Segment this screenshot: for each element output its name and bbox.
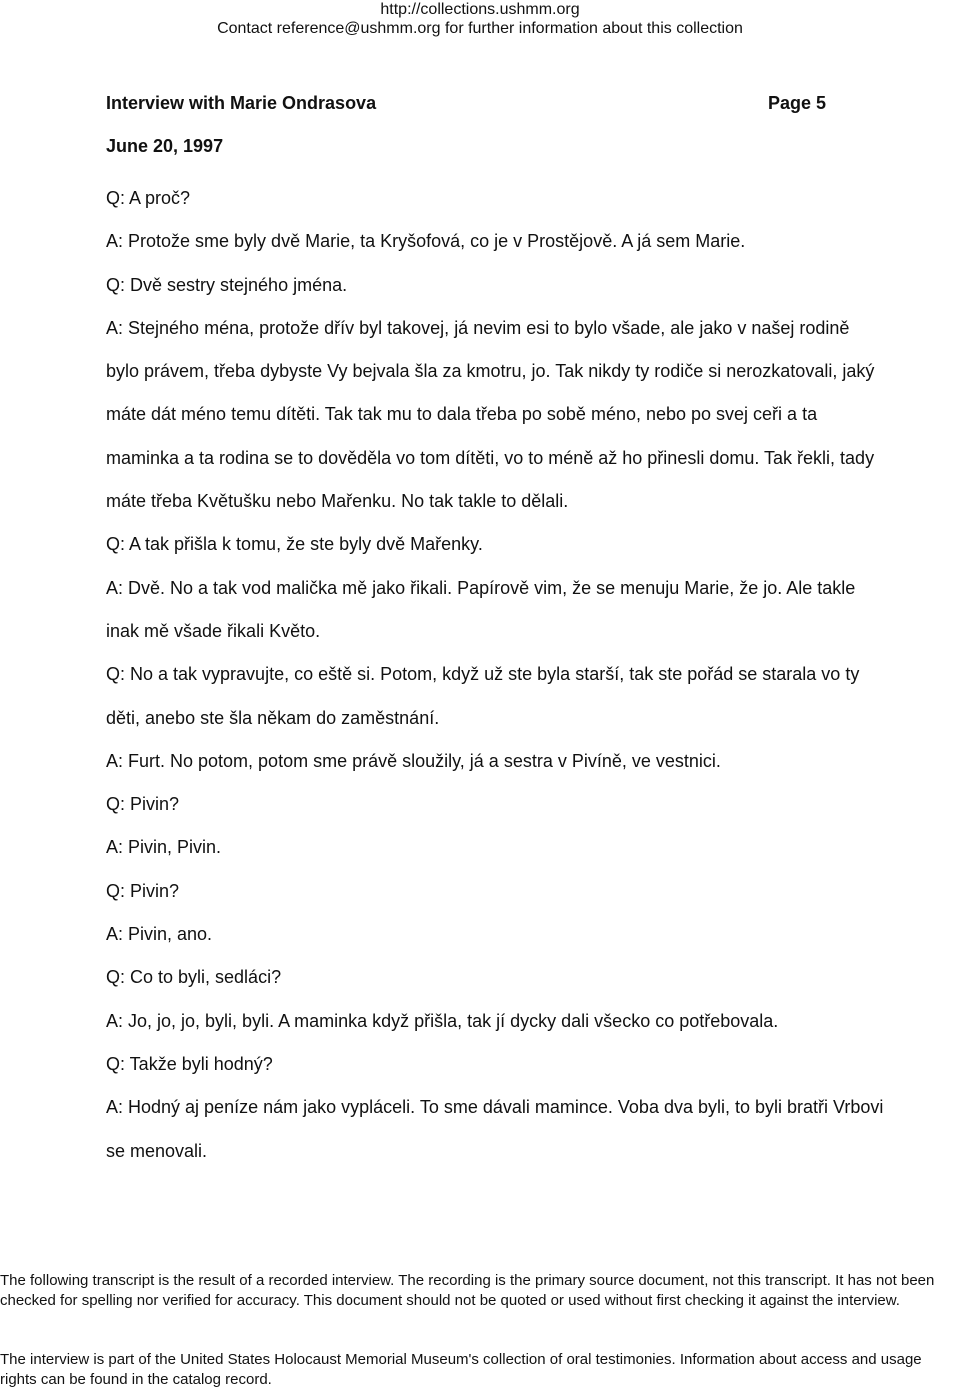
collection-url: http://collections.ushmm.org xyxy=(380,1,580,18)
page-number: Page 5 xyxy=(768,93,827,113)
collection-note: The interview is part of the United States Holocaust Memorial Museum's collection of oral testimonies. Information about access and usage rights can be found in the catalog record. xyxy=(0,1351,922,1388)
transcript-paragraph: Q: Takže byli hodný? xyxy=(106,1053,273,1074)
transcript-paragraph: A: Furt. No potom, potom sme právě sloužily, já a sestra v Pivíně, ve vestnici. xyxy=(106,750,721,771)
transcript-paragraph: A: Jo, jo, jo, byli, byli. A maminka když přišla, tak jí dycky dali všecko co potřebovala. xyxy=(106,1010,779,1031)
document-title: Interview with Marie Ondrasova xyxy=(106,93,377,113)
transcript-paragraph: Q: Co to byli, sedláci? xyxy=(106,967,282,988)
transcript-paragraph: A: Protože sme byly dvě Marie, ta Kryšofová, co je v Prostějově. A já sem Marie. xyxy=(106,231,746,252)
transcript-paragraph: Q: No a tak vypravujte, co eště si. Potom, když už ste byla starší, tak ste pořád se starala vo ty děti, anebo ste šla někam do zaměstnání. xyxy=(106,664,860,728)
transcript-paragraph: Q: Pivin? xyxy=(106,794,180,815)
transcript-paragraph: A: Dvě. No a tak vod malička mě jako řikali. Papírově vim, že se menuju Marie, že jo. Ale takle inak mě všade řikali Květo. xyxy=(106,577,856,641)
contact-line: Contact reference@ushmm.org for further information about this collection xyxy=(217,20,743,37)
transcript-body xyxy=(106,177,886,1173)
transcript-disclaimer: The following transcript is the result of a recorded interview. The recording is the primary source document, not this transcript. It has not been checked for spelling nor verified for accuracy. This document should not be quoted or used without first checking it against the interview. xyxy=(0,1272,935,1309)
transcript-paragraph: Q: A tak přišla k tomu, že ste byly dvě Mařenky. xyxy=(106,534,483,555)
transcript-paragraph: A: Hodný aj peníze nám jako vypláceli. To sme dávali mamince. Voba dva byli, to byli bratři Vrbovi se menovali. xyxy=(106,1097,884,1161)
transcript-paragraph: Q: A proč? xyxy=(106,188,191,208)
transcript-paragraph: Q: Dvě sestry stejného jména. xyxy=(106,274,348,295)
transcript-paragraph: A: Pivin, Pivin. xyxy=(106,837,222,858)
transcript-paragraph: Q: Pivin? xyxy=(106,880,180,901)
transcript-paragraph: A: Pivin, ano. xyxy=(106,924,213,945)
transcript-paragraph: A: Stejného ména, protože dřív byl takovej, já nevim esi to bylo všade, ale jako v našej rodině bylo právem, třeba dybyste Vy bejvala šla za kmotru, jo. Tak nikdy ty rodiče si nerozkatovali, jaký máte dát méno temu dítěti. Tak tak mu to dala třeba po sobě méno, nebo po svej ceři a ta maminka a ta rodina se to dověděla vo tom dítěti, vo to méně až ho přinesli domu. Tak řekli, tady máte třeba Květušku nebo Mařenku. No tak takle to dělali. xyxy=(106,317,875,512)
interview-date: June 20, 1997 xyxy=(106,136,224,156)
